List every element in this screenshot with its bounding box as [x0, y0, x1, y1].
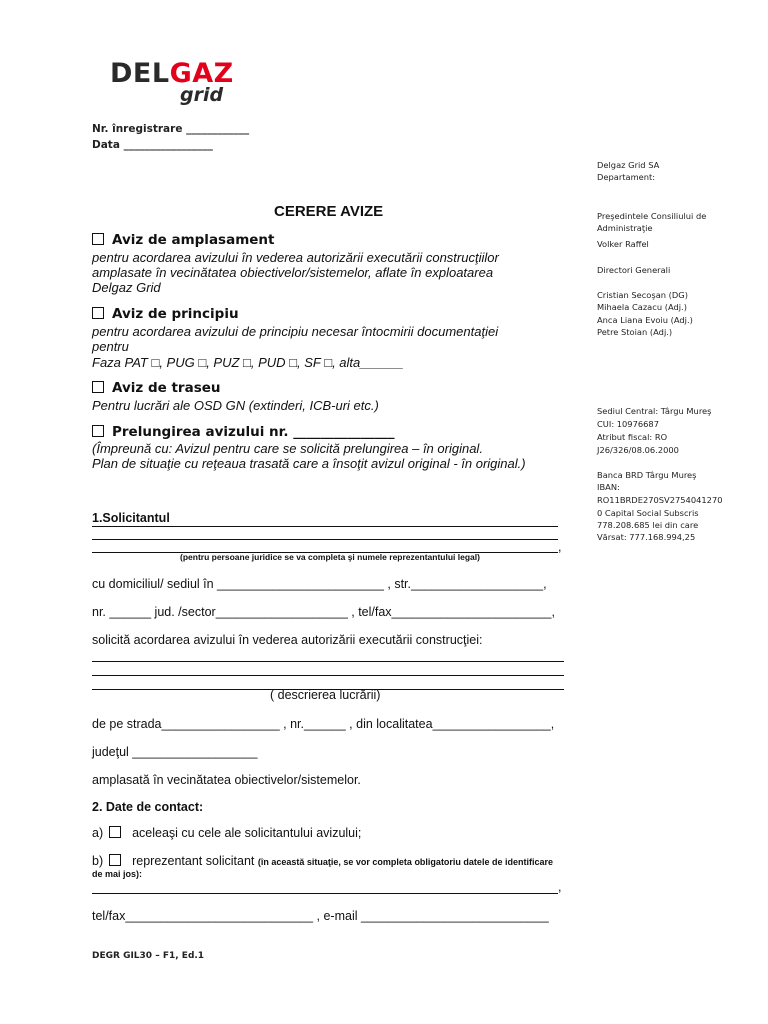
option-route-approval	[92, 380, 221, 396]
option-desc-line: Delgaz Grid	[92, 280, 161, 295]
option-desc-line: Plan de situaţie cu reţeaua trasată care a însoţit avizul original - în original.)	[92, 456, 526, 471]
option-desc-line: amplasate în vecinătatea obiectivelor/sistemelor, aflate în exploatarea	[92, 265, 494, 280]
registration-date-label: Data	[92, 139, 120, 151]
comma: ,	[558, 540, 562, 554]
representative-note: (în această situaţie, se vor completa obligatoriu datele de identificare	[257, 857, 553, 867]
option-desc-line: pentru	[92, 339, 129, 354]
work-description-line[interactable]	[92, 675, 564, 676]
county-line[interactable]: judeţul __________________	[92, 745, 258, 759]
applicant-name-line[interactable]	[92, 539, 558, 540]
legal-representative-note: (pentru persoane juridice se va completa şi numele reprezentantului legal)	[180, 552, 480, 562]
option-extension-label[interactable]: Prelungirea avizului nr. _______________	[112, 424, 395, 440]
director-item: Petre Stoian (Adj.)	[597, 327, 673, 337]
option-principle-approval-label: Aviz de principiu	[112, 306, 239, 322]
option-extension	[92, 424, 394, 440]
checkbox-extension[interactable]	[92, 425, 104, 437]
phase-options[interactable]: Faza PAT □, PUG □, PUZ □, PUD □, SF □, alta______	[92, 355, 404, 370]
option-desc-line: Pentru lucrări ale OSD GN (extinderi, ICB-uri etc.)	[92, 398, 379, 413]
work-description-label: ( descrierea lucrării)	[270, 688, 381, 702]
hq-address: Sediul Central: Târgu Mureş	[597, 406, 712, 416]
location-text: amplasată în vecinătatea obiectivelor/sistemelor.	[92, 773, 361, 787]
option-site-approval-label: Aviz de amplasament	[112, 232, 275, 248]
contact-option-b	[92, 854, 553, 868]
iban-label: IBAN:	[597, 482, 620, 492]
document-code: DEGR GIL30 – F1, Ed.1	[92, 951, 205, 961]
comma: ,	[558, 880, 562, 894]
option-desc-line: pentru acordarea avizului de principiu necesar întocmirii documentaţiei	[92, 324, 499, 339]
section-contact-title: 2. Date de contact:	[92, 800, 204, 814]
cui: CUI: 10976687	[597, 419, 659, 429]
directors-title: Directori Generali	[597, 265, 671, 275]
contact-phone-email-line[interactable]: tel/fax___________________________ , e-mail ___________________________	[92, 909, 549, 923]
representative-name-line[interactable]	[92, 893, 558, 894]
option-desc-line: pentru acordarea avizului în vederea autorizării executării construcţiilor	[92, 250, 499, 265]
checkbox-site-approval[interactable]	[92, 233, 104, 245]
option-desc-line: (Împreună cu: Avizul pentru care se solicită prelungirea – în original.	[92, 441, 483, 456]
option-site-approval	[92, 232, 274, 248]
capital-line: Vărsat: 777.168.994,25	[597, 532, 696, 542]
board-name: Volker Raffel	[597, 239, 649, 249]
board-title: Preşedintele Consiliului de Administraţie	[597, 211, 707, 233]
section-applicant-title: 1.Solicitantul	[92, 511, 170, 525]
logo-text-del: DEL	[110, 58, 170, 89]
capital-line: 0 Capital Social Subscris	[597, 508, 699, 518]
logo-subtext: grid	[180, 84, 224, 106]
logo-text-gaz: GAZ	[169, 58, 234, 89]
checkbox-representative[interactable]	[109, 854, 121, 866]
contact-option-a-label: aceleaşi cu cele ale solicitantului avizului;	[132, 826, 362, 840]
registration-number-blank[interactable]: ____________	[186, 123, 250, 135]
department-label: Departament:	[597, 172, 656, 182]
option-route-approval-label: Aviz de traseu	[112, 380, 221, 396]
capital-line: 778.208.685 lei din care	[597, 520, 699, 530]
checkbox-principle-approval[interactable]	[92, 307, 104, 319]
contact-option-b-label: reprezentant solicitant	[132, 854, 255, 868]
checkbox-same-as-applicant[interactable]	[109, 826, 121, 838]
iban-value: RO11BRDE270SV2754041270	[597, 495, 723, 505]
registration-number	[92, 123, 249, 135]
checkbox-route-approval[interactable]	[92, 381, 104, 393]
registration-number-label: Nr. înregistrare	[92, 123, 183, 135]
director-item: Mihaela Cazacu (Adj.)	[597, 302, 687, 312]
form-title: CERERE AVIZE	[274, 203, 384, 220]
contact-option-b-prefix: b)	[92, 854, 104, 868]
address-line[interactable]: cu domiciliul/ sediul în ________________________ , str.___________________,	[92, 577, 547, 591]
fiscal-attribute: Atribut fiscal: RO	[597, 432, 668, 442]
request-text: solicită acordarea avizului în vederea autorizării executării construcţiei:	[92, 633, 483, 647]
registration-date-blank[interactable]: _________________	[123, 139, 213, 151]
option-principle-approval	[92, 306, 239, 322]
contact-option-a-prefix: a)	[92, 826, 104, 840]
number-county-phone-line[interactable]: nr. ______ jud. /sector___________________ , tel/fax_______________________,	[92, 605, 555, 619]
director-item: Anca Liana Evoiu (Adj.)	[597, 315, 693, 325]
director-item: Cristian Secoşan (DG)	[597, 290, 688, 300]
street-locality-line[interactable]: de pe strada_________________ , nr.______ , din localitatea_________________,	[92, 717, 555, 731]
work-description-line[interactable]	[92, 661, 564, 662]
bank-name: Banca BRD Târgu Mureş	[597, 470, 697, 480]
contact-option-a	[92, 826, 361, 840]
company-name: Delgaz Grid SA	[597, 160, 660, 170]
applicant-name-line[interactable]	[92, 526, 558, 527]
registration-date	[92, 139, 213, 151]
representative-note-cont: de mai jos):	[92, 869, 143, 879]
trade-register: J26/326/08.06.2000	[597, 445, 679, 455]
